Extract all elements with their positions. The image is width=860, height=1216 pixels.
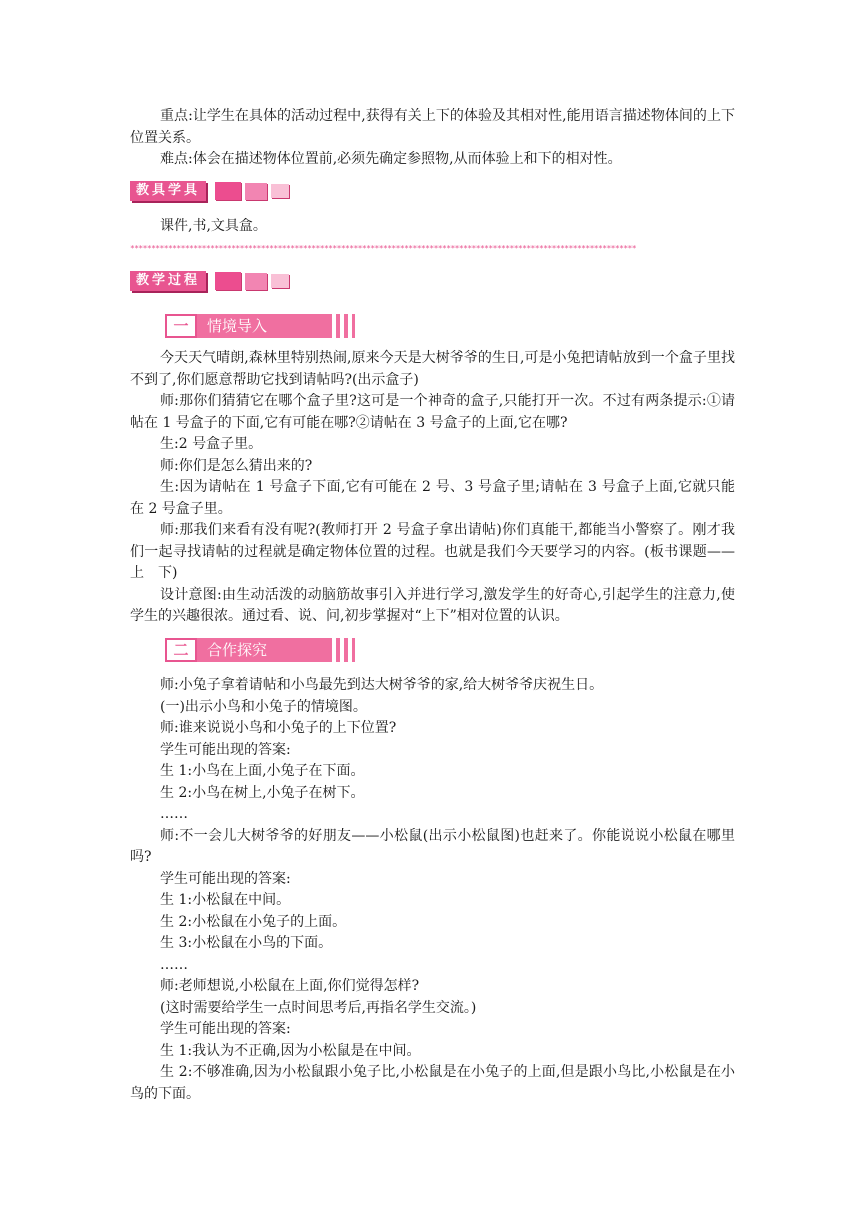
difficult-point-text: 难点:体会在描述物体位置前,必须先确定参照物,从而体验上和下的相对性。: [160, 151, 622, 167]
header-tick-decoration: [336, 638, 340, 662]
step-1-paragraph: 师:你们是怎么猜出来的?: [160, 457, 313, 474]
star-divider: ************************************************************************************************************************: [130, 244, 636, 253]
header-square-decoration: [271, 274, 289, 288]
step-2-paragraph: 师:谁来说说小鸟和小兔子的上下位置?: [160, 720, 397, 736]
step-2-paragraph: 生 2:小鸟在树上,小兔子在树下。: [160, 784, 365, 801]
intro-block: [130, 106, 735, 171]
process-section-header: [130, 270, 289, 292]
step-2-paragraph: 学生可能出现的答案:: [160, 870, 291, 887]
step-1-paragraph: 今天天气晴朗,森林里特别热闹,原来今天是大树爷爷的生日,可是小兔把请帖放到一个盒子里找不到了,你们愿意帮助它找到请帖吗?(出示盒子): [130, 350, 735, 388]
tools-section-title: 教具学具: [130, 181, 206, 201]
step-1-header: [165, 314, 365, 338]
step-2-paragraph: 学生可能出现的答案:: [160, 1021, 291, 1037]
step-1-title: 情境导入: [197, 314, 332, 338]
tools-content-block: [130, 216, 735, 238]
step-2-paragraph: 师:小兔子拿着请帖和小鸟最先到达大树爷爷的家,给大树爷爷庆祝生日。: [160, 677, 604, 693]
step-1-paragraph: 师:那我们来看有没有呢?(教师打开 2 号盒子拿出请帖)你们真能干,都能当小警察了。刚才我们一起寻找请帖的过程就是确定物体位置的过程。也就是我们今天要学习的内容。(板书课题——上 下): [130, 522, 735, 581]
tools-content-text: 课件,书,文具盒。: [160, 218, 267, 234]
step-1-paragraph: 师:那你们猜猜它在哪个盒子里?这可是一个神奇的盒子,只能打开一次。不过有两条提示:①请帖在 1 号盒子的下面,它有可能在哪?②请帖在 3 号盒子的上面,它在哪?: [130, 393, 735, 431]
header-square-decoration: [215, 272, 241, 290]
header-tick-decoration: [344, 638, 348, 662]
step-2-paragraph: ……: [160, 956, 188, 973]
step-2-paragraph: 生 2:不够准确,因为小松鼠跟小兔子比,小松鼠是在小兔子的上面,但是跟小鸟比,小松鼠是在小鸟的下面。: [130, 1064, 735, 1102]
header-square-decoration: [215, 182, 241, 200]
step-2-paragraph: 生 3:小松鼠在小鸟的下面。: [160, 935, 333, 951]
step-2-title: 合作探究: [197, 638, 332, 662]
tools-section-header: [130, 180, 289, 202]
step-2-paragraph: ……: [160, 806, 188, 822]
step-1-content: [130, 348, 735, 628]
step-1-paragraph: 生:因为请帖在 1 号盒子下面,它有可能在 2 号、3 号盒子里;请帖在 3 号盒子上面,它就只能在 2 号盒子里。: [130, 479, 735, 517]
step-2-paragraph: 学生可能出现的答案:: [160, 741, 291, 758]
step-2-paragraph: 生 1:小鸟在上面,小兔子在下面。: [160, 763, 365, 779]
header-tick-decoration: [352, 638, 355, 662]
header-square-decoration: [245, 183, 267, 200]
step-2-header: [165, 638, 365, 662]
step-2-paragraph: 生 1:我认为不正确,因为小松鼠是在中间。: [160, 1042, 421, 1059]
process-section-title: 教学过程: [130, 271, 206, 291]
step-2-paragraph: (这时需要给学生一点时间思考后,再指名学生交流。): [160, 999, 477, 1016]
header-tick-decoration: [344, 314, 348, 338]
step-2-paragraph: 师:老师想说,小松鼠在上面,你们觉得怎样?: [160, 978, 420, 994]
header-tick-decoration: [336, 314, 340, 338]
header-tick-decoration: [352, 314, 355, 338]
header-square-decoration: [245, 273, 267, 290]
step-2-paragraph: 师:不一会儿大树爷爷的好朋友——小松鼠(出示小松鼠图)也赶来了。你能说说小松鼠在哪里吗?: [130, 827, 735, 865]
step-2-paragraph: (一)出示小鸟和小兔子的情境图。: [160, 698, 367, 715]
step-2-content: [130, 675, 735, 1105]
header-square-decoration: [271, 184, 289, 198]
step-2-number: 二: [165, 638, 197, 662]
step-1-paragraph: 生:2 号盒子里。: [160, 436, 263, 452]
step-1-number: 一: [165, 314, 197, 338]
key-point-text: 重点:让学生在具体的活动过程中,获得有关上下的体验及其相对性,能用语言描述物体间的上下位置关系。: [130, 108, 735, 146]
step-2-paragraph: 生 2:小松鼠在小兔子的上面。: [160, 913, 347, 930]
step-2-paragraph: 生 1:小松鼠在中间。: [160, 892, 291, 908]
step-1-design-intent: 设计意图:由生动活泼的动脑筋故事引入并进行学习,激发学生的好奇心,引起学生的注意力,使学生的兴趣很浓。通过看、说、问,初步掌握对“上下”相对位置的认识。: [130, 586, 735, 624]
